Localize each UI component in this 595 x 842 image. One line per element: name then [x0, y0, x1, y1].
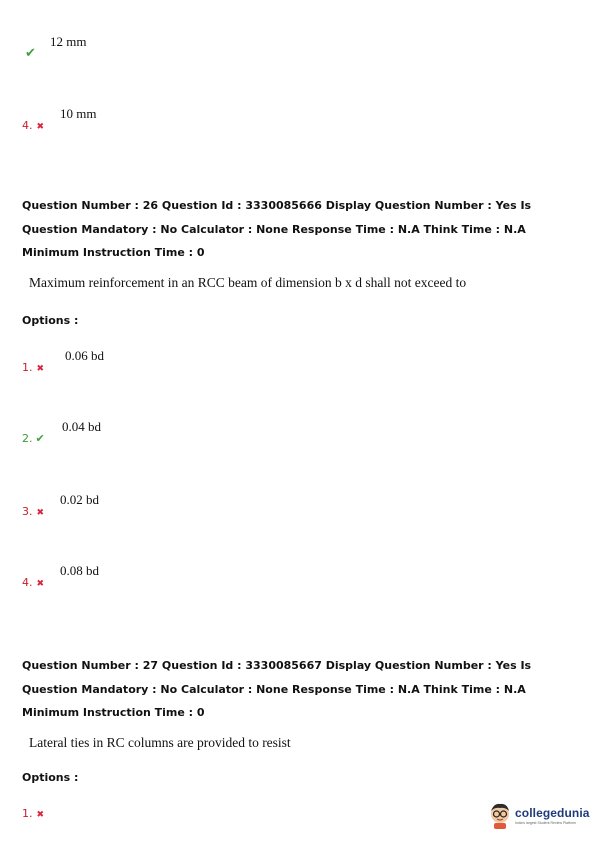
cross-icon: ✖ — [36, 364, 45, 374]
option-1 — [22, 348, 222, 378]
option-number-label: 1. — [22, 807, 33, 820]
option-text: 12 mm — [50, 34, 87, 49]
options-label: Options : — [22, 314, 79, 327]
option-number — [22, 433, 45, 445]
option-number — [22, 362, 44, 375]
option-number-label: 4. — [22, 576, 33, 589]
option-text: 0.06 bd — [65, 348, 104, 363]
prev-option-correct — [22, 34, 222, 64]
question-text: Maximum reinforcement in an RCC beam of dimension b x d shall not exceed to — [29, 275, 467, 290]
option-number-label: 1. — [22, 361, 33, 374]
option-number — [22, 506, 44, 519]
option-number — [22, 120, 44, 133]
cross-icon: ✖ — [36, 122, 45, 132]
prev-option-4 — [22, 106, 222, 136]
option-2 — [22, 419, 222, 449]
question-text: Lateral ties in RC columns are provided to resist — [29, 735, 291, 750]
option-number-label: 4. — [22, 119, 33, 132]
option-text: 0.08 bd — [60, 563, 99, 578]
options-label: Options : — [22, 771, 79, 784]
cross-icon: ✖ — [36, 508, 45, 518]
mascot-icon — [488, 801, 512, 829]
check-icon: ✔ — [35, 432, 45, 445]
option-text: 0.04 bd — [62, 419, 101, 434]
check-icon: ✔ — [25, 46, 36, 61]
option-number-label: 2. — [22, 432, 33, 445]
option-text: 10 mm — [60, 106, 97, 121]
option-number — [22, 808, 44, 821]
option-4 — [22, 563, 222, 593]
question-header: Question Number : 26 Question Id : 3330085666 Display Question Number : Yes Is Question Mandatory : No Calculator : None Response Time : N.A Think Time : N.A Minimum Instruction Time : 0 — [22, 199, 532, 259]
logo-tagline: India's largest Student Review Platform — [515, 820, 576, 825]
option-3 — [22, 492, 222, 522]
option-number-label: 3. — [22, 505, 33, 518]
option-number — [22, 577, 44, 590]
logo-name: collegedunia — [515, 805, 590, 820]
collegedunia-logo — [488, 800, 592, 830]
cross-icon: ✖ — [36, 579, 45, 589]
question-header: Question Number : 27 Question Id : 3330085667 Display Question Number : Yes Is Question Mandatory : No Calculator : None Response Time : N.A Think Time : N.A Minimum Instruction Time : 0 — [22, 659, 532, 719]
option-1 — [22, 808, 142, 824]
cross-icon: ✖ — [36, 810, 45, 820]
option-text: 0.02 bd — [60, 492, 99, 507]
